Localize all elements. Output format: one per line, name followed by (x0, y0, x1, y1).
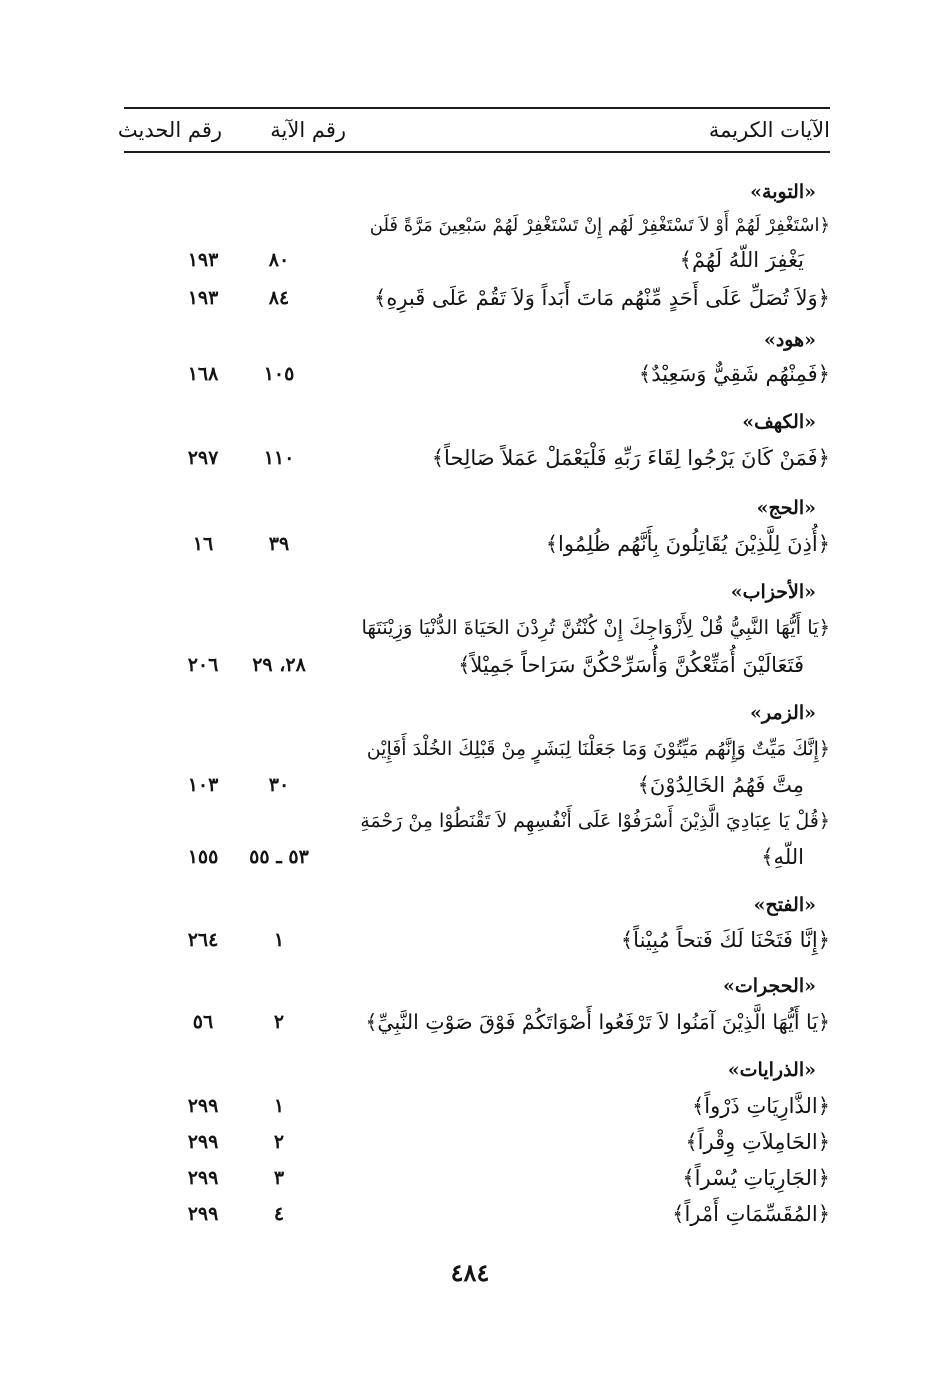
surah-name: «هود» (763, 329, 816, 351)
verse-row (124, 440, 830, 476)
verse-row (124, 1196, 830, 1232)
verse-row (124, 839, 830, 875)
hadith-number: ٢٩٩ (187, 1095, 219, 1117)
ayah-number: ٤ (273, 1203, 285, 1225)
hadith-column-title: رقم الحديث (117, 118, 222, 142)
surah-name: «الحج» (756, 497, 816, 519)
ayah-number: ١١٠ (263, 447, 295, 469)
hadith-number: ٢٩٩ (187, 1131, 219, 1153)
hadith-number: ١٦٨ (187, 363, 219, 385)
hadith-number: ١٥٥ (187, 846, 219, 868)
verse-row (124, 242, 830, 278)
page-number: ٤٨٤ (450, 1258, 490, 1287)
hadith-number: ١٩٣ (187, 249, 219, 271)
verse-row (124, 1088, 830, 1124)
hadith-number: ١٦ (192, 533, 214, 555)
ayah-number: ١ (273, 929, 285, 951)
surah-name: «الزمر» (750, 702, 816, 724)
ayah-number: ٢ (273, 1011, 285, 1033)
ayah-number: ١ (273, 1095, 285, 1117)
verse-column-title: الآيات الكريمة (708, 118, 830, 142)
ayah-number: ٢ (273, 1131, 285, 1153)
hadith-number: ٢٩٧ (187, 447, 219, 469)
surah-heading-row (124, 574, 830, 610)
verse-row (124, 647, 830, 683)
verse-text: ﴿إِنَّكَ مَيِّتٌ وَإِنَّهُم مَيِّتُوْنَ وَمَا جَعَلْنَا لِبَشَرٍ مِنْ قَبْلِكَ الخُلْدَ أَفَإِيْن (366, 738, 830, 760)
verse-text: ﴿يَا أَيُّهَا الَّذِيْنَ آمَنُوا لاَ تَرْفَعُوا أَصْوَاتَكُمْ فَوْقَ صَوْتِ النَّبِيِّ﴾ (365, 1010, 830, 1034)
verse-text: ﴿اسْتَغْفِرْ لَهُمْ أَوْ لاَ تَسْتَغْفِرْ لَهُم إِنْ تَسْتَغْفِرْ لَهُمْ سَبْعِينَ مَرَّةً فَلَن (369, 215, 830, 236)
ayah-number: ٨٠ (268, 249, 290, 271)
verse-row (124, 356, 830, 392)
surah-heading-row (124, 887, 830, 923)
verse-text: ﴿فَمِنْهُم شَقِيٌّ وَسَعِيْدٌ﴾ (638, 362, 830, 386)
verse-row (124, 803, 830, 839)
verse-row (124, 731, 830, 767)
ayah-number: ٣ (273, 1167, 285, 1189)
hadith-number: ١٠٣ (187, 774, 219, 796)
surah-heading-row (124, 968, 830, 1004)
verse-text: ﴿أُذِنَ لِلَّذِيْنَ يُقَاتِلُونَ بِأَنَّهُم ظُلِمُوا﴾ (545, 532, 830, 556)
hadith-number: ٢٠٦ (187, 654, 219, 676)
hadith-number: ٢٩٩ (187, 1167, 219, 1189)
ayah-number: ٣٠ (268, 774, 290, 796)
surah-name: «الذرايات» (727, 1059, 816, 1081)
verse-row (124, 922, 830, 958)
surah-heading-row (124, 695, 830, 731)
surah-heading-row (124, 404, 830, 440)
verse-row (124, 610, 830, 646)
surah-name: «الفتح» (753, 894, 816, 916)
verse-row (124, 526, 830, 562)
verse-text: ﴿إِنَّا فَتَحْنَا لَكَ فَتحاً مُبِيْناً﴾ (620, 928, 830, 952)
verse-row (124, 1004, 830, 1040)
ayah-column-title: رقم الآية (270, 118, 346, 142)
verse-text: ﴿يَا أَيُّهَا النَّبِيُّ قُلْ لِأَزْوَاجِكَ إِنْ كُنْتُنَّ تُرِدْنَ الحَيَاةَ الدُّنْيَا وَزِيْنَتَهَا (361, 616, 830, 639)
verse-row (124, 280, 830, 316)
surah-name: «التوبة» (750, 181, 816, 203)
surah-heading-row (124, 322, 830, 358)
verse-text: فَتَعَالَيْنَ أُمَتِّعْكُنَّ وَأُسَرِّحْكُنَّ سَرَاحاً جَمِيْلاً﴾ (458, 653, 804, 677)
verse-text: يَغْفِرَ اللّهُ لَهُمْ﴾ (679, 248, 804, 272)
verse-row (124, 767, 830, 803)
surah-name: «الأحزاب» (730, 581, 816, 603)
surah-name: «الحجرات» (723, 975, 816, 997)
verse-text: ﴿وَلاَ تُصَلِّ عَلَى أَحَدٍ مِّنْهُم مَاتَ أَبَداً وَلاَ تَقُمْ عَلَى قَبرِهِ﴾ (374, 286, 830, 310)
verse-text: ﴿فَمَنْ كَانَ يَرْجُوا لِقَاءَ رَبِّهِ فَلْيَعْمَلْ عَمَلاً صَالِحاً﴾ (431, 446, 830, 470)
ayah-number: ٨٤ (268, 287, 290, 309)
verse-text: ﴿الذَّارِيَاتِ ذَرْواً﴾ (692, 1094, 830, 1118)
hadith-number: ١٩٣ (187, 287, 219, 309)
ayah-number: ٢٨، ٢٩ (252, 654, 306, 676)
verse-text: مِتَّ فَهُمُ الخَالِدُوْنَ﴾ (637, 773, 804, 797)
verse-text: ﴿الجَارِيَاتِ يُسْراً﴾ (682, 1166, 830, 1190)
verse-text: ﴿قُلْ يَا عِبَادِيَ الَّذِيْنَ أَسْرَفُوْا عَلَى أَنْفُسِهِم لاَ تَقْنَطُوْا مِنْ رَحْمَةِ (360, 810, 830, 832)
verse-row (124, 208, 830, 244)
verse-row (124, 1160, 830, 1196)
verse-row (124, 1124, 830, 1160)
verse-text: ﴿المُقَسِّمَاتِ أَمْراً﴾ (672, 1202, 830, 1226)
surah-name: «الكهف» (742, 411, 816, 433)
ayah-number: ١٠٥ (263, 363, 295, 385)
surah-heading-row (124, 1052, 830, 1088)
table-header (117, 107, 830, 153)
surah-heading-row (124, 174, 830, 210)
ayah-number: ٥٣ ـ ٥٥ (249, 846, 309, 868)
hadith-number: ٥٦ (192, 1011, 214, 1033)
hadith-number: ٢٦٤ (187, 929, 219, 951)
verse-text: ﴿الحَامِلاَتِ وِقْراً﴾ (685, 1130, 830, 1154)
ayah-number: ٣٩ (268, 533, 290, 555)
verse-text: اللّهِ﴾ (761, 845, 804, 869)
surah-heading-row (124, 490, 830, 526)
hadith-number: ٢٩٩ (187, 1203, 219, 1225)
